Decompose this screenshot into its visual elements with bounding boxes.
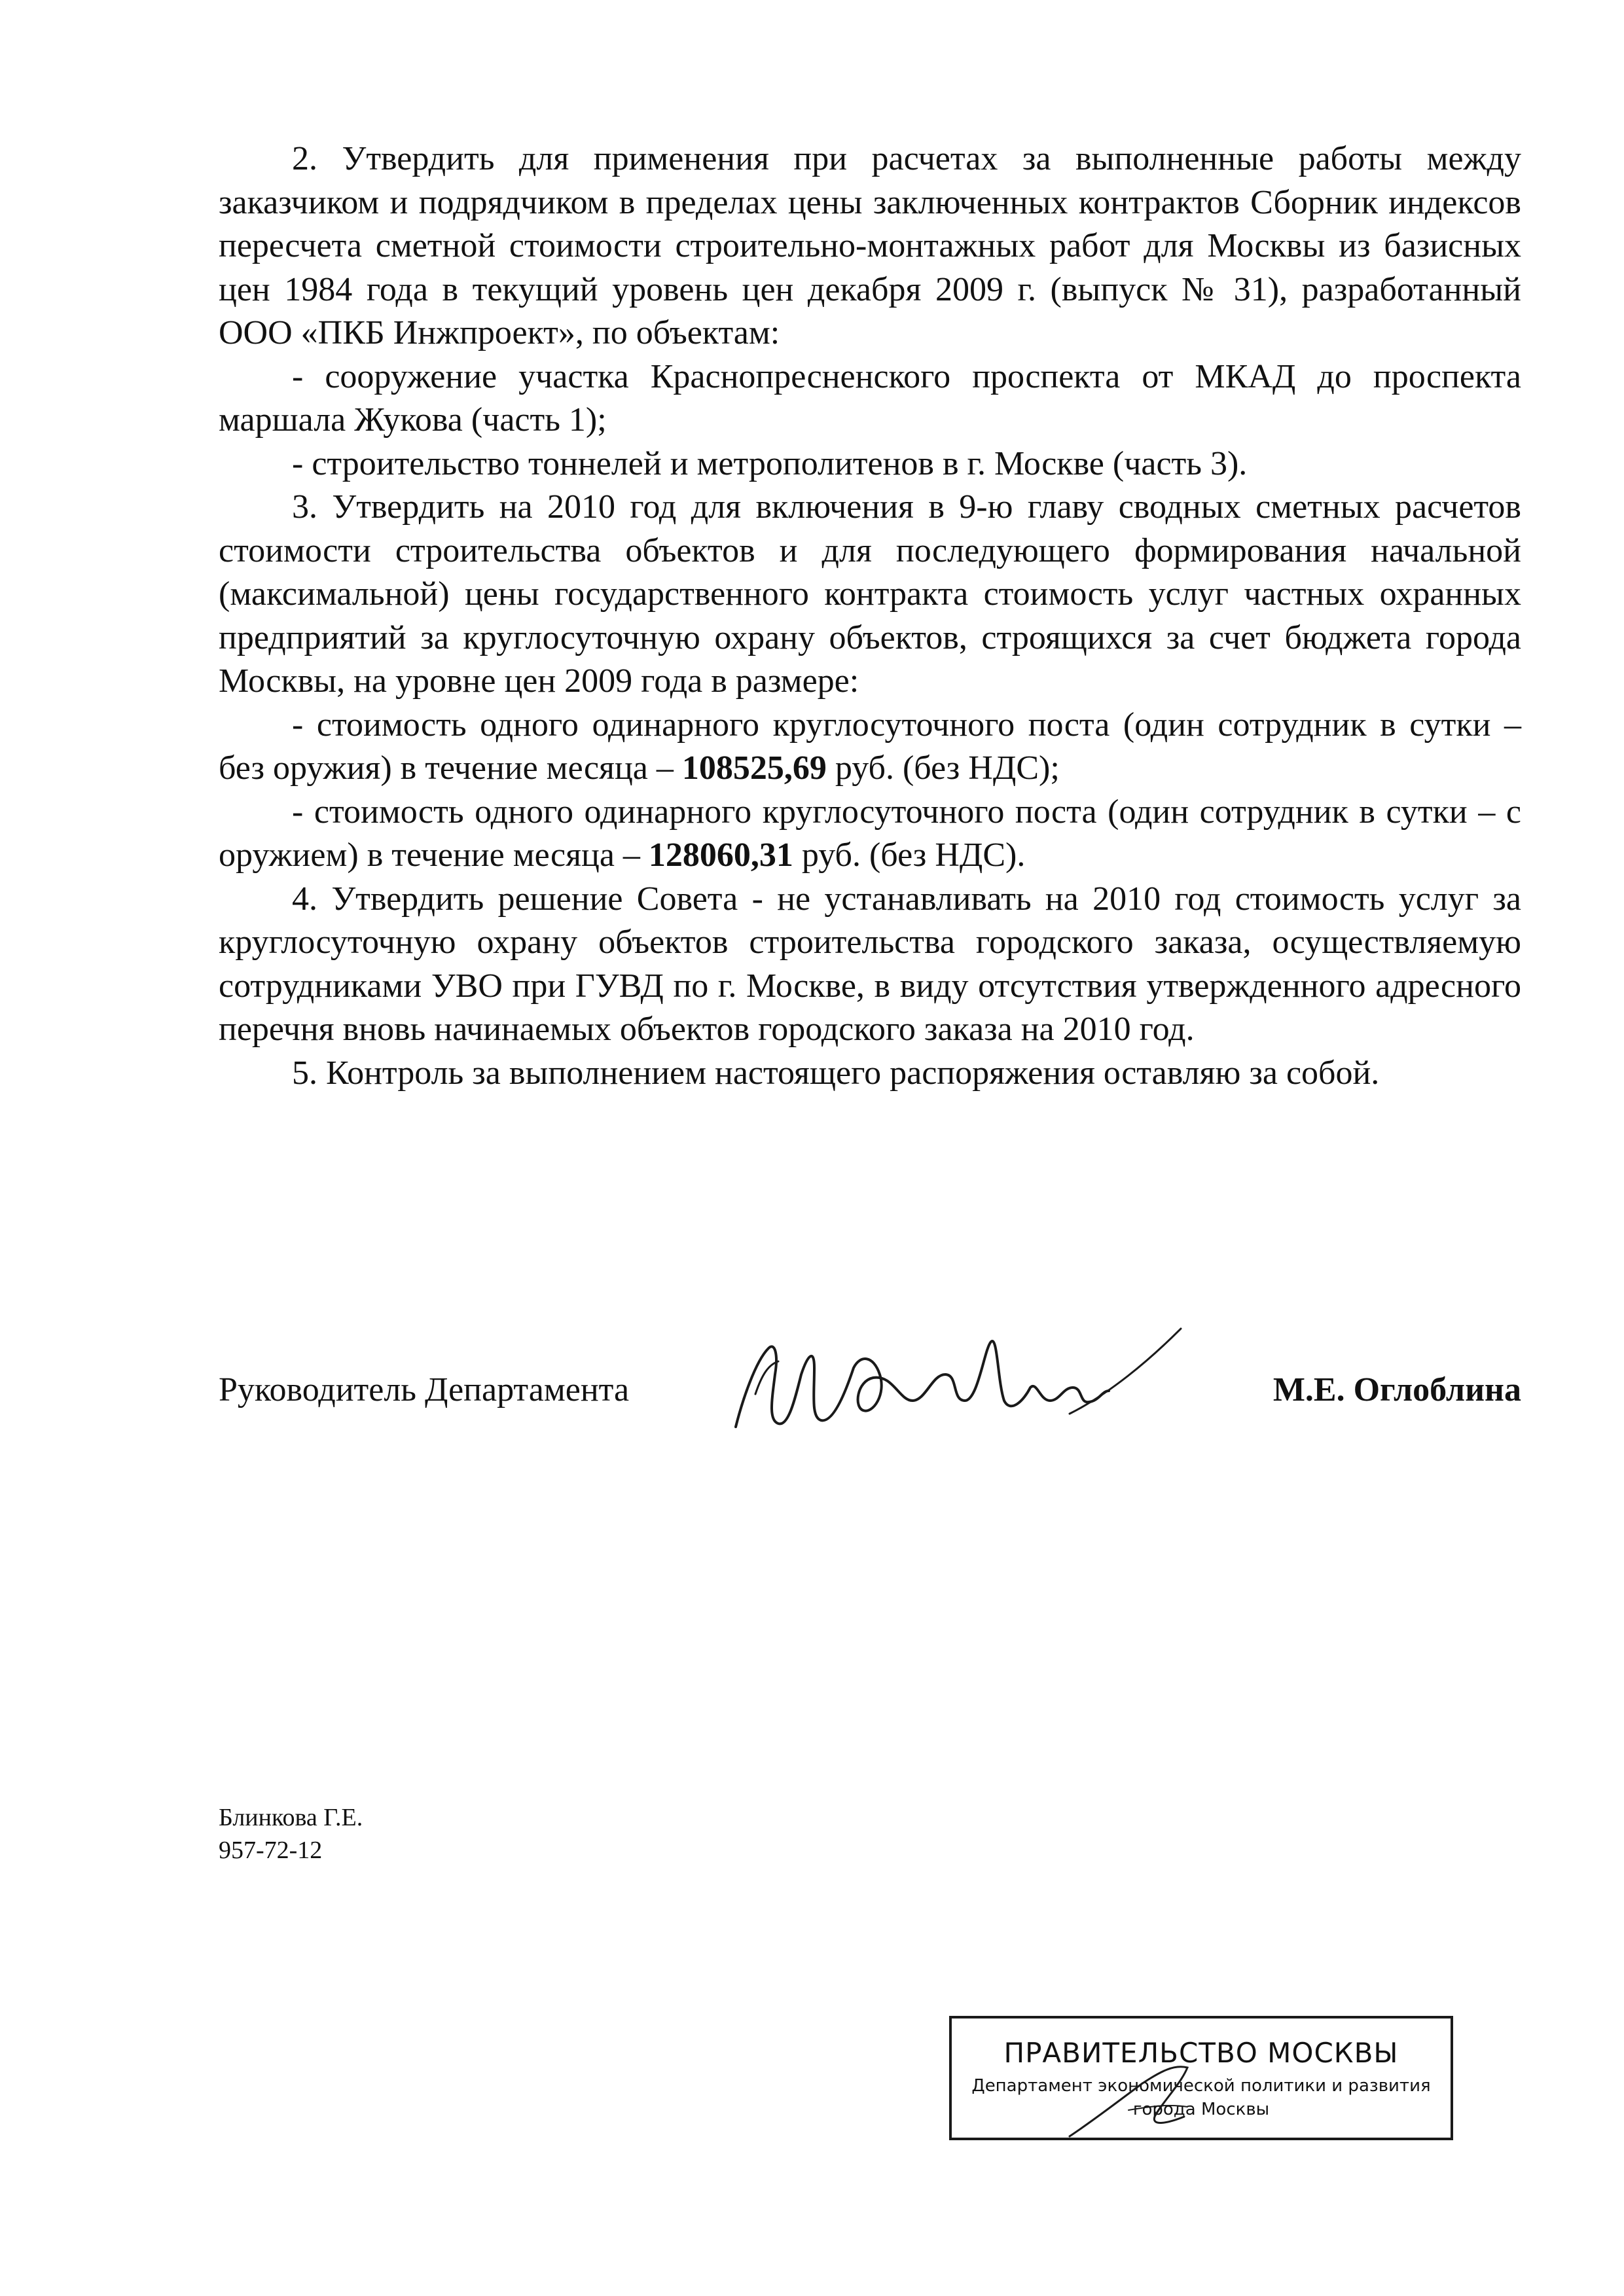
paragraph-3-item-1 <box>219 704 1521 791</box>
item-1-amount: 108525,69 <box>681 749 827 787</box>
item-1-text-after: руб. (без НДС); <box>826 749 1060 787</box>
item-1-text-before: - стоимость одного одинарного круглосуточного поста (один сотрудник в сутки – без оружия) в течение месяца – <box>219 706 1521 787</box>
item-2-text-after: руб. (без НДС). <box>793 836 1026 874</box>
stamp-line-1: Департамент экономической политики и развития <box>971 2076 1431 2096</box>
executor-name: Блинкова Г.Е. <box>219 1804 363 1831</box>
paragraph-5: 5. Контроль за выполнением настоящего распоряжения оставляю за собой. <box>292 1054 1380 1092</box>
stamp-title: ПРАВИТЕЛЬСТВО МОСКВЫ <box>1003 2037 1399 2069</box>
signatory-name: М.Е. Оглоблина <box>1272 1371 1521 1408</box>
paragraph-3-item-2 <box>219 791 1521 878</box>
handwritten-signature <box>716 1302 1187 1446</box>
executor-phone: 957-72-12 <box>219 1837 323 1864</box>
official-stamp <box>949 2016 1453 2140</box>
paragraph-3: 3. Утвердить на 2010 год для включения в 9-ю главу сводных сметных расчетов стоимости строительства объектов и для последующего формирования начальной (максимальной) цены государственного контракта стоимость услуг частных охранных предприятий за круглосуточную охрану объектов, строящихся за счет бюджета города Москвы, на уровне цен 2009 года в размере: <box>219 488 1521 700</box>
stamp-line-2: города Москвы <box>1132 2100 1270 2119</box>
executor-block <box>219 1801 363 1867</box>
signature-block <box>219 1348 1521 1440</box>
signatory-title: Руководитель Департамента <box>219 1371 630 1408</box>
item-2-amount: 128060,31 <box>648 836 793 874</box>
paragraph-4: 4. Утвердить решение Совета - не устанавливать на 2010 год стоимость услуг за круглосуточную охрану объектов строительства городского заказа, осуществляемую сотрудниками УВО при ГУВД по г. Москве, в виду отсутствия утвержденного адресного перечня вновь начинаемых объектов городского заказа на 2010 год. <box>219 880 1521 1048</box>
document-body <box>219 137 1521 1095</box>
stamp-signature-scribble <box>1030 2045 1266 2143</box>
paragraph-2: 2. Утвердить для применения при расчетах за выполненные работы между заказчиком и подрядчиком в пределах цены заключенных контрактов Сборник индексов пересчета сметной стоимости строительно-монтажных работ для Москвы из базисных цен 1984 года в текущий уровень цен декабря 2009 г. (выпуск № 31), разработанный ООО «ПКБ Инжпроект», по объектам: <box>219 140 1521 351</box>
paragraph-2-item-1: - сооружение участка Краснопресненского проспекта от МКАД до проспекта маршала Жукова (часть 1); <box>219 357 1521 439</box>
item-2-text-before: - стоимость одного одинарного круглосуточного поста (один сотрудник в сутки – с оружием) в течение месяца – <box>219 793 1521 874</box>
paragraph-2-item-2: - строительство тоннелей и метрополитенов в г. Москве (часть 3). <box>292 444 1248 482</box>
